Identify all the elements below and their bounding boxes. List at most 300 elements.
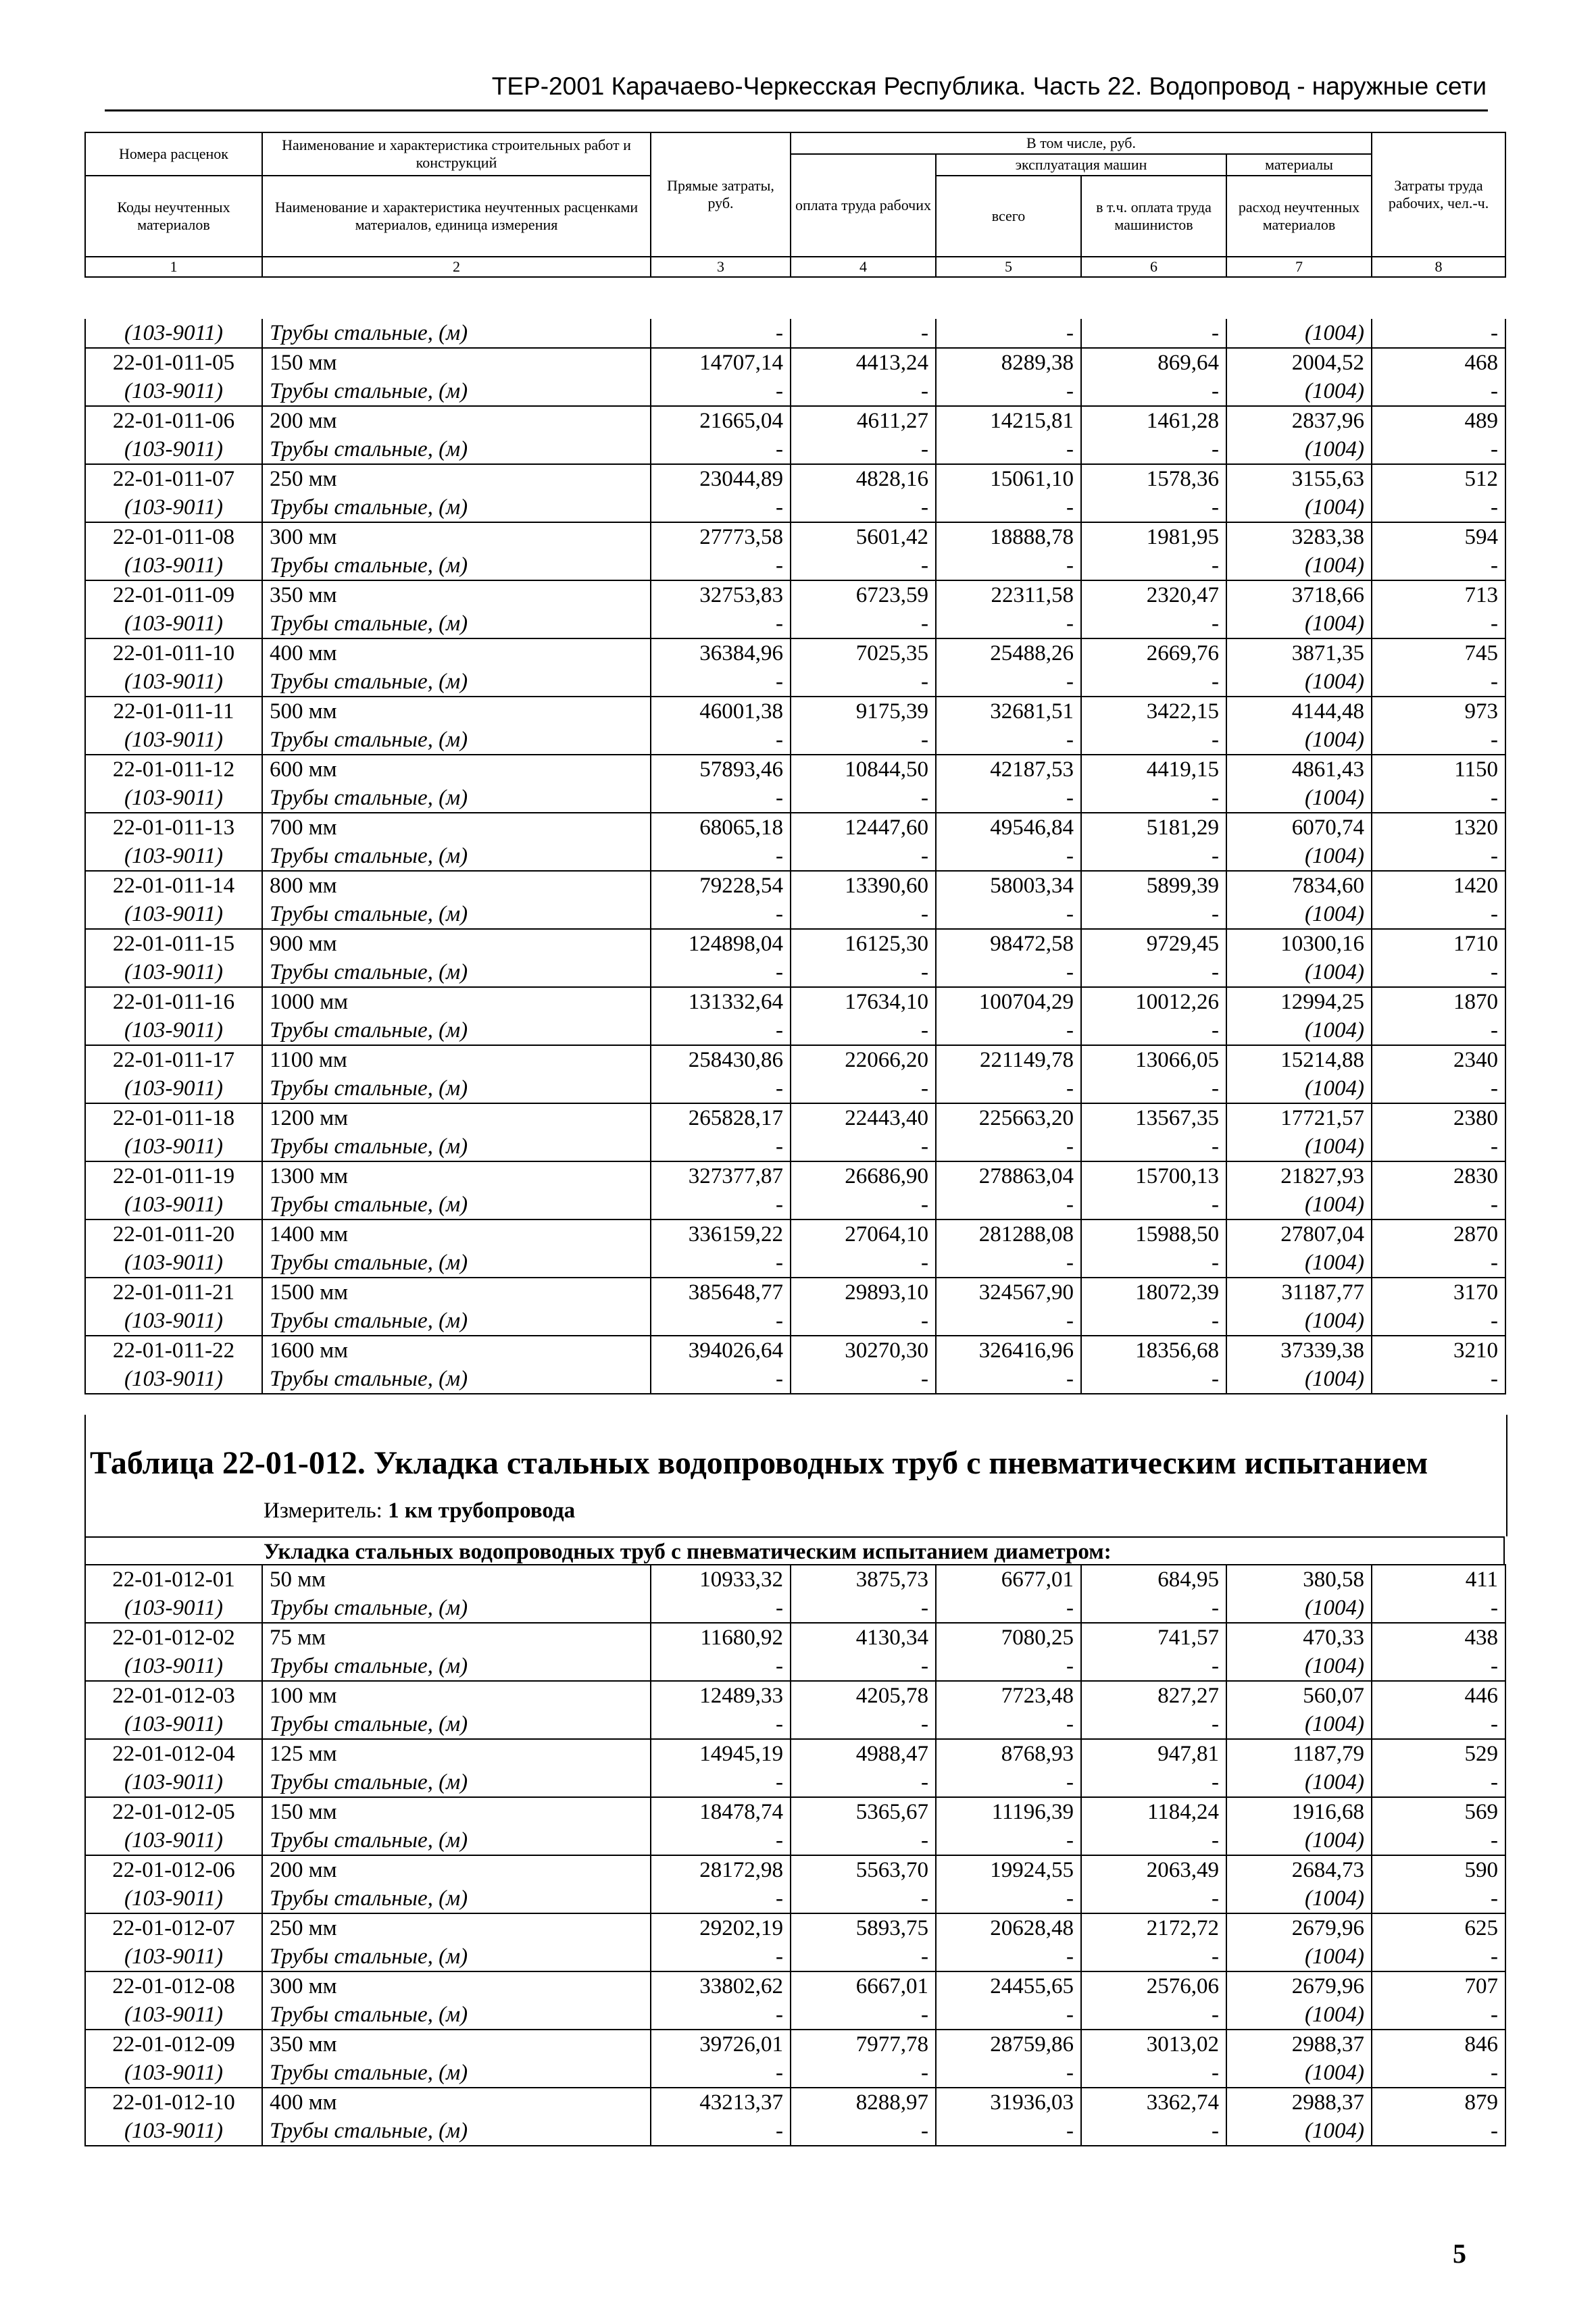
- table-subtitle: Укладка стальных водопроводных труб с пневматическим испытанием диаметром:: [264, 1540, 1112, 1564]
- value-cell: 14707,14: [651, 348, 791, 377]
- work-name: 200 мм: [262, 406, 651, 435]
- rate-code: 22-01-012-02: [85, 1623, 262, 1652]
- work-name: 1600 мм: [262, 1336, 651, 1365]
- value-cell: 869,64: [1081, 348, 1226, 377]
- table-row: [85, 522, 1505, 551]
- work-name: Трубы стальные, (м): [262, 1190, 651, 1219]
- work-name: Трубы стальные, (м): [262, 609, 651, 638]
- value-cell: (1004): [1226, 1884, 1372, 1913]
- rate-code: 22-01-011-09: [85, 580, 262, 609]
- material-use: (1004): [1226, 319, 1372, 348]
- rate-code: 22-01-012-04: [85, 1739, 262, 1768]
- value-cell: -: [1372, 1016, 1505, 1045]
- value-cell: -: [936, 1594, 1081, 1623]
- table-row: [85, 1565, 1505, 1594]
- value-cell: -: [791, 1768, 936, 1797]
- value-cell: 707: [1372, 1971, 1505, 2001]
- work-name: 350 мм: [262, 2030, 651, 2059]
- value-cell: 58003,34: [936, 871, 1081, 900]
- value-cell: 1578,36: [1081, 464, 1226, 493]
- value-cell: 1916,68: [1226, 1797, 1372, 1826]
- value-cell: (1004): [1226, 842, 1372, 871]
- value-cell: -: [936, 958, 1081, 987]
- rate-code: (103-9011): [85, 1826, 262, 1855]
- col-machines: эксплуатация машин: [936, 154, 1226, 176]
- value-cell: 18072,39: [1081, 1278, 1226, 1307]
- rate-code: 22-01-011-19: [85, 1161, 262, 1190]
- value-cell: 2320,47: [1081, 580, 1226, 609]
- material-row: [85, 726, 1505, 755]
- value-cell: 98472,58: [936, 929, 1081, 958]
- value-cell: -: [936, 1365, 1081, 1394]
- col-work-name: Наименование и характеристика строительных работ и конструкций: [262, 132, 651, 176]
- value-cell: -: [936, 842, 1081, 871]
- work-name: 200 мм: [262, 1855, 651, 1884]
- value-cell: 2063,49: [1081, 1855, 1226, 1884]
- value-cell: -: [1372, 1826, 1505, 1855]
- value-cell: (1004): [1226, 551, 1372, 580]
- value-cell: -: [936, 2117, 1081, 2146]
- value-cell: 1461,28: [1081, 406, 1226, 435]
- rate-code: 22-01-011-22: [85, 1336, 262, 1365]
- value-cell: -: [791, 668, 936, 697]
- value-cell: 10300,16: [1226, 929, 1372, 958]
- rate-code: 22-01-011-17: [85, 1045, 262, 1074]
- value-cell: -: [791, 609, 936, 638]
- rate-code: 22-01-011-07: [85, 464, 262, 493]
- rate-code: 22-01-012-07: [85, 1913, 262, 1942]
- value-cell: 15700,13: [1081, 1161, 1226, 1190]
- value-cell: 124898,04: [651, 929, 791, 958]
- table-row: [85, 1971, 1505, 2001]
- work-name: 75 мм: [262, 1623, 651, 1652]
- value-cell: -: [1372, 2059, 1505, 2088]
- value-cell: 7723,48: [936, 1681, 1081, 1710]
- work-name: 600 мм: [262, 755, 651, 784]
- value-cell: 15214,88: [1226, 1045, 1372, 1074]
- table-title: Таблица 22-01-012. Укладка стальных водопроводных труб с пневматическим испытанием: [90, 1445, 1428, 1481]
- value-cell: -: [936, 668, 1081, 697]
- work-name: Трубы стальные, (м): [262, 842, 651, 871]
- value-cell: (1004): [1226, 1016, 1372, 1045]
- value-cell: 7977,78: [791, 2030, 936, 2059]
- table-row: [85, 2030, 1505, 2059]
- work-name: Трубы стальные, (м): [262, 726, 651, 755]
- value-cell: 18888,78: [936, 522, 1081, 551]
- table-row: [85, 2088, 1505, 2117]
- value-cell: 2679,96: [1226, 1971, 1372, 2001]
- work-name: Трубы стальные, (м): [262, 1884, 651, 1913]
- rate-code: 22-01-011-10: [85, 638, 262, 668]
- value-cell: -: [791, 1074, 936, 1103]
- material-row: [85, 493, 1505, 522]
- value-cell: -: [1081, 1710, 1226, 1739]
- value-cell: 7080,25: [936, 1623, 1081, 1652]
- value-cell: 327377,87: [651, 1161, 791, 1190]
- value-cell: -: [651, 1074, 791, 1103]
- rate-code: 22-01-011-08: [85, 522, 262, 551]
- table-row: [85, 987, 1505, 1016]
- material-row: [85, 1768, 1505, 1797]
- value-cell: (1004): [1226, 1132, 1372, 1161]
- value-cell: -: [936, 2059, 1081, 2088]
- value-cell: -: [1372, 2001, 1505, 2030]
- work-name: 1500 мм: [262, 1278, 651, 1307]
- table-header: [84, 132, 1506, 278]
- rate-code: 22-01-011-06: [85, 406, 262, 435]
- value-cell: (1004): [1226, 609, 1372, 638]
- work-name: Трубы стальные, (м): [262, 1942, 651, 1971]
- value-cell: -: [651, 493, 791, 522]
- value-cell: -: [936, 1307, 1081, 1336]
- value-cell: 7834,60: [1226, 871, 1372, 900]
- value-cell: -: [1081, 609, 1226, 638]
- value-cell: 741,57: [1081, 1623, 1226, 1652]
- value-cell: 28172,98: [651, 1855, 791, 1884]
- value-cell: 385648,77: [651, 1278, 791, 1307]
- value-cell: 28759,86: [936, 2030, 1081, 2059]
- table-row: [85, 319, 1505, 348]
- table-22-01-012: [84, 1564, 1506, 2146]
- value-cell: 30270,30: [791, 1336, 936, 1365]
- value-cell: 21665,04: [651, 406, 791, 435]
- material-code: (103-9011): [85, 319, 262, 348]
- value-cell: 13390,60: [791, 871, 936, 900]
- work-name: Трубы стальные, (м): [262, 435, 651, 464]
- value-cell: 512: [1372, 464, 1505, 493]
- rate-code: (103-9011): [85, 1190, 262, 1219]
- value-cell: 4144,48: [1226, 697, 1372, 726]
- value-cell: (1004): [1226, 900, 1372, 929]
- value-cell: -: [791, 2117, 936, 2146]
- value-cell: -: [936, 784, 1081, 813]
- table-row: [85, 348, 1505, 377]
- value-cell: 2669,76: [1081, 638, 1226, 668]
- rate-code: 22-01-011-21: [85, 1278, 262, 1307]
- value-cell: 446: [1372, 1681, 1505, 1710]
- material-row: [85, 1074, 1505, 1103]
- material-row: [85, 1710, 1505, 1739]
- rate-code: 22-01-012-09: [85, 2030, 262, 2059]
- value-cell: 4828,16: [791, 464, 936, 493]
- value-cell: -: [1372, 1884, 1505, 1913]
- value-cell: -: [1372, 551, 1505, 580]
- value-cell: 36384,96: [651, 638, 791, 668]
- value-cell: -: [1372, 609, 1505, 638]
- value-cell: 1150: [1372, 755, 1505, 784]
- value-cell: 4419,15: [1081, 755, 1226, 784]
- value-cell: -: [936, 900, 1081, 929]
- value-cell: 27064,10: [791, 1219, 936, 1249]
- material-row: [85, 2001, 1505, 2030]
- rate-code: 22-01-011-16: [85, 987, 262, 1016]
- work-name: 1100 мм: [262, 1045, 651, 1074]
- rate-code: (103-9011): [85, 435, 262, 464]
- value-cell: 6667,01: [791, 1971, 936, 2001]
- value-cell: 8288,97: [791, 2088, 936, 2117]
- work-name: Трубы стальные, (м): [262, 493, 651, 522]
- material-row: [85, 1826, 1505, 1855]
- value-cell: -: [791, 784, 936, 813]
- value-cell: -: [1372, 1132, 1505, 1161]
- value-cell: -: [791, 435, 936, 464]
- value-cell: -: [1081, 900, 1226, 929]
- work-name: Трубы стальные, (м): [262, 784, 651, 813]
- value-cell: -: [1372, 1942, 1505, 1971]
- value-cell: 131332,64: [651, 987, 791, 1016]
- value-cell: 15061,10: [936, 464, 1081, 493]
- value-cell: 17721,57: [1226, 1103, 1372, 1132]
- work-name: Трубы стальные, (м): [262, 1710, 651, 1739]
- value-cell: -: [1081, 493, 1226, 522]
- header-rule: [105, 109, 1488, 111]
- value-cell: 46001,38: [651, 697, 791, 726]
- value-cell: 31187,77: [1226, 1278, 1372, 1307]
- rate-code: (103-9011): [85, 1074, 262, 1103]
- value-cell: (1004): [1226, 2117, 1372, 2146]
- value-cell: 5601,42: [791, 522, 936, 551]
- value-cell: -: [791, 900, 936, 929]
- value-cell: 265828,17: [651, 1103, 791, 1132]
- material-row: [85, 1594, 1505, 1623]
- value-cell: 3283,38: [1226, 522, 1372, 551]
- value-cell: 4988,47: [791, 1739, 936, 1768]
- rate-code: (103-9011): [85, 784, 262, 813]
- work-name: Трубы стальные, (м): [262, 2001, 651, 2030]
- table-row: [85, 813, 1505, 842]
- work-name: 350 мм: [262, 580, 651, 609]
- value-cell: -: [1081, 1594, 1226, 1623]
- rate-code: 22-01-011-14: [85, 871, 262, 900]
- value-cell: -: [1081, 1249, 1226, 1278]
- value-cell: 489: [1372, 406, 1505, 435]
- col-materials: материалы: [1226, 154, 1372, 176]
- value-cell: 22066,20: [791, 1045, 936, 1074]
- work-name: Трубы стальные, (м): [262, 668, 651, 697]
- table-row: [85, 1161, 1505, 1190]
- work-name: Трубы стальные, (м): [262, 1826, 651, 1855]
- page-number: 5: [1453, 2238, 1466, 2269]
- value-cell: 336159,22: [651, 1219, 791, 1249]
- value-cell: -: [1372, 958, 1505, 987]
- value-cell: (1004): [1226, 1074, 1372, 1103]
- value-cell: -: [791, 726, 936, 755]
- page-header: ТЕР-2001 Карачаево-Черкесская Республика. Часть 22. Водопровод - наружные сети: [491, 72, 1487, 100]
- value-cell: -: [1081, 1190, 1226, 1219]
- col-material-name: Наименование и характеристика неучтенных расценками материалов, единица измерения: [262, 176, 651, 257]
- value-cell: (1004): [1226, 435, 1372, 464]
- value-cell: -: [1081, 435, 1226, 464]
- value-cell: 5563,70: [791, 1855, 936, 1884]
- value-cell: 27807,04: [1226, 1219, 1372, 1249]
- rate-code: (103-9011): [85, 609, 262, 638]
- rate-code: 22-01-011-12: [85, 755, 262, 784]
- rate-code: (103-9011): [85, 1594, 262, 1623]
- value-cell: 438: [1372, 1623, 1505, 1652]
- value-cell: -: [651, 435, 791, 464]
- rate-code: (103-9011): [85, 1132, 262, 1161]
- value-cell: -: [1372, 2117, 1505, 2146]
- value-cell: 24455,65: [936, 1971, 1081, 2001]
- work-name: 150 мм: [262, 1797, 651, 1826]
- table-row: [85, 1336, 1505, 1365]
- value-cell: 39726,01: [651, 2030, 791, 2059]
- table-row: [85, 871, 1505, 900]
- value-cell: -: [1372, 1307, 1505, 1336]
- value-cell: -: [651, 2001, 791, 2030]
- value-cell: 19924,55: [936, 1855, 1081, 1884]
- value-cell: 2988,37: [1226, 2030, 1372, 2059]
- material-row: [85, 900, 1505, 929]
- work-name: 250 мм: [262, 1913, 651, 1942]
- rate-code: 22-01-012-03: [85, 1681, 262, 1710]
- value-cell: -: [791, 1652, 936, 1681]
- value-cell: -: [651, 784, 791, 813]
- value-cell: -: [936, 377, 1081, 406]
- value-cell: -: [1372, 784, 1505, 813]
- value-cell: -: [1372, 900, 1505, 929]
- work-name: Трубы стальные, (м): [262, 1132, 651, 1161]
- work-name: 300 мм: [262, 522, 651, 551]
- work-name: Трубы стальные, (м): [262, 1365, 651, 1394]
- value-cell: (1004): [1226, 668, 1372, 697]
- material-row: [85, 551, 1505, 580]
- rate-code: (103-9011): [85, 551, 262, 580]
- value-cell: -: [791, 1132, 936, 1161]
- table-row: [85, 638, 1505, 668]
- value-cell: 8289,38: [936, 348, 1081, 377]
- value-cell: -: [651, 1132, 791, 1161]
- rate-code: (103-9011): [85, 842, 262, 871]
- value-cell: -: [791, 1884, 936, 1913]
- work-name: 250 мм: [262, 464, 651, 493]
- value-cell: 10844,50: [791, 755, 936, 784]
- col-machines-total: всего: [936, 176, 1081, 257]
- rate-code: (103-9011): [85, 493, 262, 522]
- value-cell: 9175,39: [791, 697, 936, 726]
- value-cell: 468: [1372, 348, 1505, 377]
- value-cell: -: [1081, 1942, 1226, 1971]
- value-cell: 3155,63: [1226, 464, 1372, 493]
- value-cell: 569: [1372, 1797, 1505, 1826]
- value-cell: -: [936, 493, 1081, 522]
- value-cell: 3170: [1372, 1278, 1505, 1307]
- value-cell: -: [791, 1190, 936, 1219]
- col-rate-number: Номера расценок: [85, 132, 262, 176]
- value-cell: (1004): [1226, 1710, 1372, 1739]
- table-row: [85, 1103, 1505, 1132]
- value-cell: 49546,84: [936, 813, 1081, 842]
- value-cell: -: [1081, 842, 1226, 871]
- value-cell: 221149,78: [936, 1045, 1081, 1074]
- value-cell: 43213,37: [651, 2088, 791, 2117]
- value-cell: -: [651, 1942, 791, 1971]
- value-cell: 3718,66: [1226, 580, 1372, 609]
- value-cell: -: [936, 726, 1081, 755]
- material-row: [85, 668, 1505, 697]
- table-row: [85, 580, 1505, 609]
- value-cell: 25488,26: [936, 638, 1081, 668]
- rate-code: 22-01-012-06: [85, 1855, 262, 1884]
- dash: -: [651, 319, 791, 348]
- work-name: Трубы стальные, (м): [262, 551, 651, 580]
- value-cell: 13567,35: [1081, 1103, 1226, 1132]
- value-cell: -: [1081, 1132, 1226, 1161]
- value-cell: -: [791, 1826, 936, 1855]
- value-cell: -: [651, 668, 791, 697]
- value-cell: -: [651, 2059, 791, 2088]
- rate-code: 22-01-011-18: [85, 1103, 262, 1132]
- value-cell: -: [936, 435, 1081, 464]
- value-cell: 258430,86: [651, 1045, 791, 1074]
- value-cell: 5365,67: [791, 1797, 936, 1826]
- work-name: 300 мм: [262, 1971, 651, 2001]
- rate-code: (103-9011): [85, 1016, 262, 1045]
- value-cell: 9729,45: [1081, 929, 1226, 958]
- value-cell: 14215,81: [936, 406, 1081, 435]
- work-name: 400 мм: [262, 2088, 651, 2117]
- col-machinists: в т.ч. оплата труда машинистов: [1081, 176, 1226, 257]
- dash: -: [1081, 319, 1226, 348]
- material-row: [85, 1942, 1505, 1971]
- value-cell: -: [1372, 493, 1505, 522]
- rate-code: (103-9011): [85, 958, 262, 987]
- value-cell: -: [936, 1016, 1081, 1045]
- value-cell: 4861,43: [1226, 755, 1372, 784]
- rate-code: (103-9011): [85, 377, 262, 406]
- rate-code: 22-01-011-13: [85, 813, 262, 842]
- value-cell: -: [1081, 2059, 1226, 2088]
- value-cell: 11196,39: [936, 1797, 1081, 1826]
- value-cell: -: [936, 1768, 1081, 1797]
- material-name: Трубы стальные, (м): [262, 319, 651, 348]
- value-cell: 1710: [1372, 929, 1505, 958]
- value-cell: 15988,50: [1081, 1219, 1226, 1249]
- value-cell: 4205,78: [791, 1681, 936, 1710]
- value-cell: (1004): [1226, 1942, 1372, 1971]
- measure-label: Измеритель:: [264, 1499, 382, 1523]
- col-including: В том числе, руб.: [791, 132, 1372, 154]
- value-cell: 21827,93: [1226, 1161, 1372, 1190]
- material-row: [85, 1884, 1505, 1913]
- value-cell: -: [651, 958, 791, 987]
- value-cell: 13066,05: [1081, 1045, 1226, 1074]
- value-cell: -: [651, 900, 791, 929]
- value-cell: 26686,90: [791, 1161, 936, 1190]
- value-cell: 529: [1372, 1739, 1505, 1768]
- table-row: [85, 1913, 1505, 1942]
- col-number: 5: [936, 257, 1081, 277]
- work-name: 500 мм: [262, 697, 651, 726]
- value-cell: 14945,19: [651, 1739, 791, 1768]
- rate-code: 22-01-011-15: [85, 929, 262, 958]
- work-name: Трубы стальные, (м): [262, 1249, 651, 1278]
- value-cell: 846: [1372, 2030, 1505, 2059]
- material-row: [85, 1365, 1505, 1394]
- value-cell: -: [791, 2059, 936, 2088]
- work-name: 150 мм: [262, 348, 651, 377]
- work-name: Трубы стальные, (м): [262, 2059, 651, 2088]
- value-cell: -: [1081, 377, 1226, 406]
- rate-code: (103-9011): [85, 1884, 262, 1913]
- value-cell: -: [936, 609, 1081, 638]
- value-cell: -: [1372, 1074, 1505, 1103]
- value-cell: -: [936, 1132, 1081, 1161]
- col-number: 1: [85, 257, 262, 277]
- value-cell: -: [1081, 668, 1226, 697]
- value-cell: 32681,51: [936, 697, 1081, 726]
- work-name: Трубы стальные, (м): [262, 1768, 651, 1797]
